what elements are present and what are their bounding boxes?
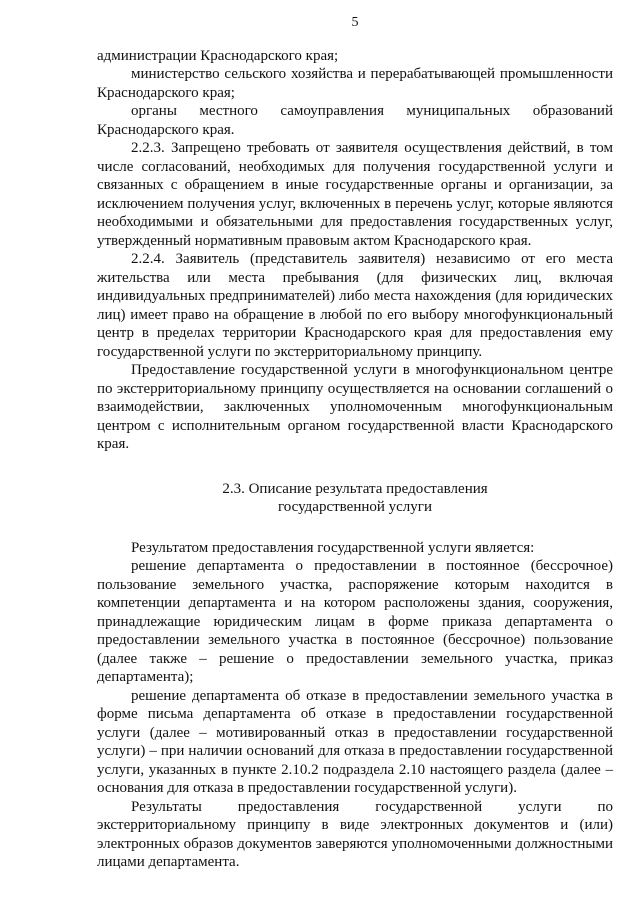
page-number: 5 xyxy=(351,15,359,30)
paragraph: Предоставление государственной услуги в многофункциональном центре по экстерриториальному принципу осуществляется на основании соглашений о взаимодействии, заключенных уполномоченным многофункциональным центром с исполнительным органом государственной власти Краснодарского края. xyxy=(97,362,613,452)
section-title-line: 2.3. Описание результата предоставления xyxy=(222,480,488,497)
paragraph: решение департамента о предоставлении в постоянное (бессрочное) пользование земельного участка, распоряжение которым находится в компетенции департамента и на котором расположены здания, сооружения, принадлежащие юридическим лицам в форме приказа департамента о предоставлении земельного участка в постоянное (бессрочное) пользование (далее также – решение о предоставлении земельного участка, приказ департамента); xyxy=(97,558,613,685)
paragraph: Результаты предоставления государственной услуги по экстерриториальному принципу в виде электронных документов и (или) электронных образов документов заверяются уполномоченными должностными лицами департамента. xyxy=(97,798,613,870)
paragraph: Результатом предоставления государственной услуги является: xyxy=(131,539,535,556)
paragraph: министерство сельского хозяйства и перерабатывающей промышленности Краснодарского края; xyxy=(97,66,613,101)
section-title xyxy=(97,480,613,517)
section-title-line: государственной услуги xyxy=(278,499,432,515)
paragraph-2-2-4: 2.2.4. Заявитель (представитель заявителя) независимо от его места жительства или места пребывания (для физических лиц, включая индивидуальных предпринимателей) либо места нахождения (для юридических лиц) имеет право на обращение в любой по его выбору многофункциональный центр в пределах территории Краснодарского края для предоставления ему государственной услуги по экстерриториальному принципу. xyxy=(97,251,613,360)
top-text-block xyxy=(97,47,613,454)
paragraph: органы местного самоуправления муниципальных образований Краснодарского края. xyxy=(97,103,613,138)
paragraph: администрации Краснодарского края; xyxy=(97,47,339,64)
paragraph-2-2-3: 2.2.3. Запрещено требовать от заявителя осуществления действий, в том числе согласований, необходимых для получения государственной услуги и связанных с обращением в иные государственные органы и организации, за исключением получения услуг, включенных в перечень услуг, которые являются необходимыми и обязательными для предоставления государственных услуг, утвержденный нормативным правовым актом Краснодарского края. xyxy=(97,140,613,249)
bottom-text-block xyxy=(97,539,613,872)
paragraph: решение департамента об отказе в предоставлении земельного участка в форме письма департамента об отказе в предоставлении государственной услуги (далее – мотивированный отказ в предоставлении государственной услуги) – при наличии оснований для отказа в предоставлении государственной услуги, указанных в пункте 2.10.2 подраздела 2.10 настоящего раздела (далее – основания для отказа в предоставлении государственной услуги). xyxy=(97,687,613,796)
